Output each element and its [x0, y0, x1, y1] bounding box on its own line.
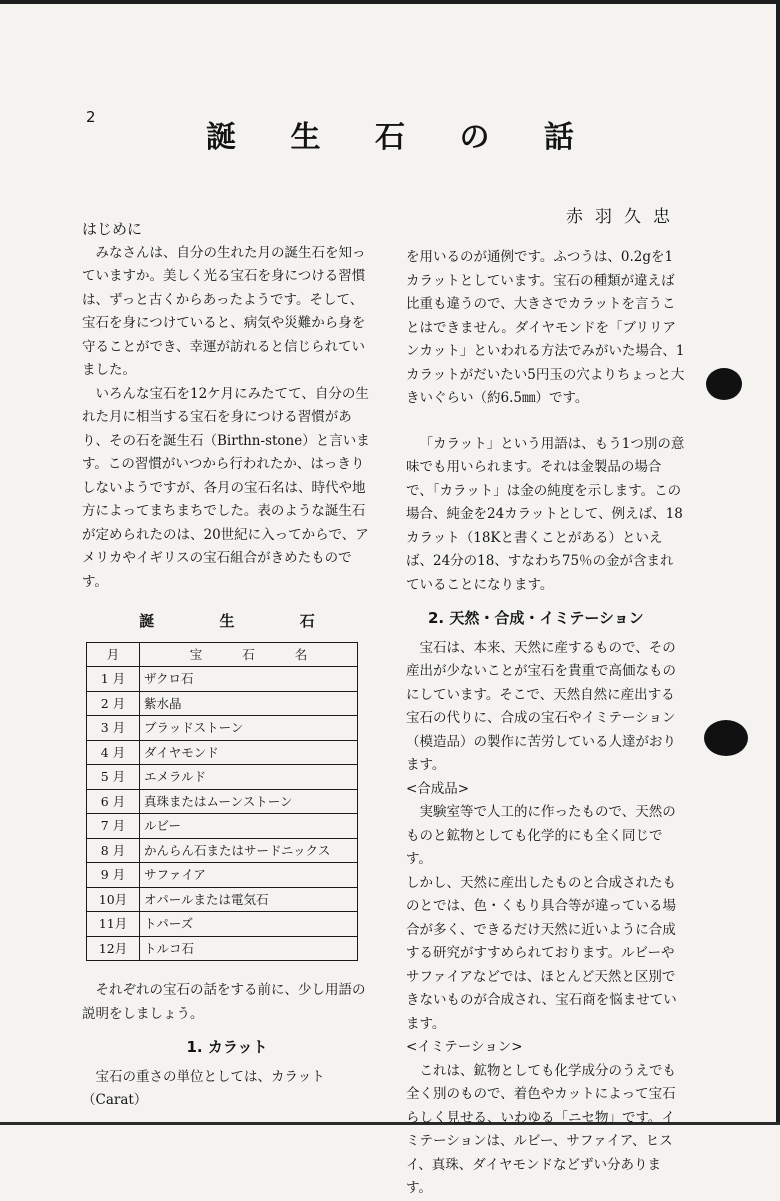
month-cell: 9 月 [87, 863, 140, 888]
table-header-gem: 宝 石 名 [140, 642, 358, 667]
gem-cell: ブラッドストーン [140, 716, 358, 741]
month-cell: 11月 [87, 912, 140, 937]
table-row [87, 838, 358, 863]
table-row [87, 691, 358, 716]
punch-hole-mark [706, 368, 742, 400]
table-row [87, 789, 358, 814]
right-column [406, 246, 686, 1201]
month-cell: 3 月 [87, 716, 140, 741]
table-header-month: 月 [87, 642, 140, 667]
intro-paragraph: いろんな宝石を12ケ月にみたてて、自分の生れた月に相当する宝石を身につける習慣があり、その石を誕生石（Birthn-stone）と言います。この習慣がいつから行われたか、はっきりしないようですが、各月の宝石名は、時代や地方によってまちまちでした。表のような誕生石が定められたのは、20世紀に入ってからで、アメリカやイギリスの宝石組合がきめたものです。 [82, 385, 370, 590]
table-row [87, 936, 358, 961]
table-row [87, 863, 358, 888]
gem-cell: かんらん石またはサードニックス [140, 838, 358, 863]
table-row [87, 814, 358, 839]
month-cell: 1 月 [87, 667, 140, 692]
imitation-text: これは、鉱物としても化学成分のうえでも全く別のもので、着色やカットによって宝石らしく見せる、いわゆる「ニセ物」です。イミテーションは、ルビー、サファイア、ヒスイ、真珠、ダイヤモンドなどずい分あります。 [406, 1062, 676, 1196]
terms-intro: それぞれの宝石の話をする前に、少し用語の説明をしましょう。 [82, 982, 366, 1022]
month-cell: 12月 [87, 936, 140, 961]
gem-cell: オパールまたは電気石 [140, 887, 358, 912]
month-cell: 8 月 [87, 838, 140, 863]
month-cell: 2 月 [87, 691, 140, 716]
section2-intro: 宝石は、本来、天然に産するもので、その産出が少ないことが宝石を貴重で高価なものにしています。そこで、天然自然に産出する宝石の代りに、合成の宝石やイミテーション（模造品）の製作に苦労している人達がおります。 [406, 639, 676, 773]
punch-hole-mark [704, 720, 748, 756]
birthstone-table [86, 642, 358, 962]
intro-paragraph: みなさんは、自分の生れた月の誕生石を知っていますか。美しく光る宝石を身につける習慣は、ずっと古くからあったようです。そして、宝石を身につけていると、病気や災難から身を守ることができ、幸運が訪れると信じられていました。 [82, 244, 366, 378]
table-row [87, 887, 358, 912]
author-name: 赤羽久忠 [566, 207, 682, 227]
table-row [87, 716, 358, 741]
section1-heading: 1. カラット [186, 1038, 268, 1056]
imitation-tag: <イミテーション> [406, 1039, 523, 1055]
section2-heading: 2. 天然・合成・イミテーション [428, 609, 644, 627]
scan-edge-right [776, 0, 780, 1125]
table-title: 誕 生 石 [139, 612, 345, 630]
scan-edge-top [0, 0, 780, 4]
gem-cell: ルビー [140, 814, 358, 839]
section1-paragraph: 「カラット」という用語は、もう1つ別の意味でも用いられます。それは金製品の場合で、「カラット」は金の純度を示します。この場合、純金を24カラットとして、例えば、18カラット（18Kと書くことがある）といえば、24分の18、すなわち75％の金が含まれていることになります。 [406, 435, 685, 593]
month-cell: 10月 [87, 887, 140, 912]
section1-paragraph: を用いるのが通例です。ふつうは、0.2gを1カラットとしています。宝石の種類が違えば比重も違うので、大きさでカラットを言うことはできません。ダイヤモンドを「ブリリアンカット」といわれる方法でみがいた場合、1カラットがだいたい5円玉の穴よりちょっと大きいぐらい（約6.5㎜）です。 [406, 249, 685, 406]
month-cell: 7 月 [87, 814, 140, 839]
gem-cell: ダイヤモンド [140, 740, 358, 765]
page-title: 誕 生 石 の 話 [206, 120, 596, 155]
gem-cell: エメラルド [140, 765, 358, 790]
gem-cell: 紫水晶 [140, 691, 358, 716]
month-cell: 5 月 [87, 765, 140, 790]
gem-cell: ザクロ石 [140, 667, 358, 692]
gem-cell: 真珠またはムーンストーン [140, 789, 358, 814]
table-row [87, 765, 358, 790]
table-header-row [87, 642, 358, 667]
table-row [87, 667, 358, 692]
left-column [82, 218, 372, 1113]
section1-text-start: 宝石の重さの単位としては、カラット（Carat） [82, 1068, 325, 1108]
month-cell: 6 月 [87, 789, 140, 814]
month-cell: 4 月 [87, 740, 140, 765]
table-row [87, 740, 358, 765]
gem-cell: サファイア [140, 863, 358, 888]
synthetic-text-continued: しかし、天然に産出したものと合成されたものとでは、色・くもり具合等が違っている場合が多く、できるだけ天然に近いように合成する研究がすすめられております。ルビーやサファイアなどでは、ほとんど天然と区別できないものが合成され、宝石商を悩ませています。 [406, 874, 677, 1032]
gem-cell: トパーズ [140, 912, 358, 937]
table-row [87, 912, 358, 937]
intro-heading: はじめに [82, 220, 143, 238]
gem-cell: トルコ石 [140, 936, 358, 961]
synthetic-text: 実験室等で人工的に作ったもので、天然のものと鉱物としても化学的にも全く同じです。 [406, 804, 676, 867]
synthetic-tag: <合成品> [406, 780, 470, 797]
page-number: 2 [86, 108, 96, 126]
